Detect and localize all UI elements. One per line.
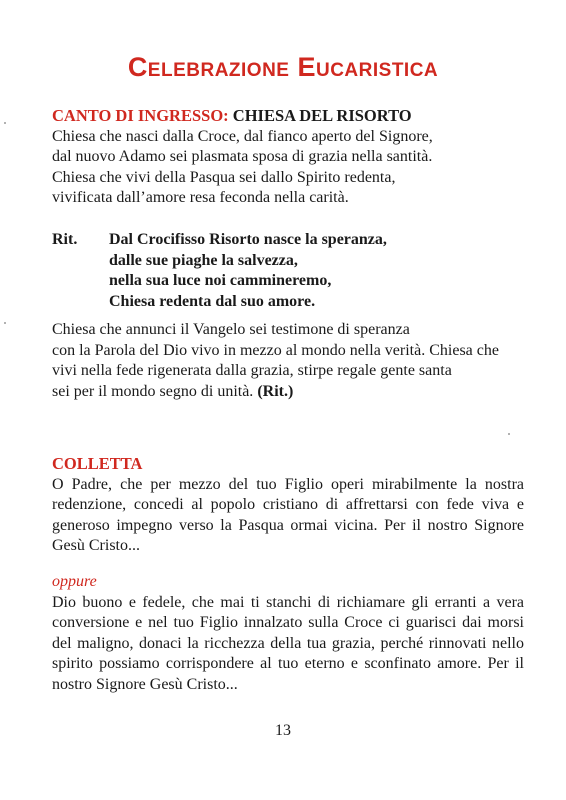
refrain-label: Rit.: [52, 231, 78, 248]
prayer-line: O Padre, che per mezzo del tuo Figlio operi mirabilmente la nostra: [52, 475, 524, 493]
prayer-line: nostro Signore Gesù Cristo...: [52, 675, 238, 693]
verse-line: [52, 382, 524, 403]
rit-reference: (Rit.): [257, 382, 294, 400]
refrain-section: [52, 230, 524, 312]
prayer-line: redenzione, concedi al popolo cristiano di affrettarsi con fede viva e: [52, 496, 524, 513]
verse-line: vivi nella fede rigenerata dalla grazia, stirpe regale gente santa: [52, 362, 452, 379]
scan-speck: [508, 433, 510, 435]
refrain-line: Chiesa redenta dal suo amore.: [109, 292, 316, 310]
prayer-line: Gesù Cristo...: [52, 537, 140, 554]
verse-line: Chiesa che nasci dalla Croce, dal fianco aperto del Signore,: [52, 127, 433, 145]
canto-section: [52, 106, 524, 209]
prayer-line: generoso impegno verso la Pasqua ormai vicina. Per il nostro Signore: [52, 516, 524, 534]
refrain-line: nella sua luce noi cammineremo,: [109, 272, 332, 289]
scan-speck: [4, 322, 6, 324]
page-title: Celebrazione Eucaristica: [127, 52, 439, 82]
prayer-line: Dio buono e fedele, che mai ti stanchi di richiamare gli erranti a vera: [52, 593, 524, 611]
prayer-line: del maligno, donaci la ricchezza della tua grazia, perché rinnovati nello: [52, 634, 524, 652]
verse-line: Chiesa che annunci il Vangelo sei testimone di speranza: [52, 321, 410, 338]
refrain-line: dalle sue piaghe la salvezza,: [109, 251, 298, 269]
prayer-line: spirito possiamo corrispondere al tuo eterno e sconfinato amore. Per il: [52, 655, 524, 672]
verse-line: dal nuovo Adamo sei plasmata sposa di grazia nella santità.: [52, 148, 433, 165]
colletta-section: [52, 454, 524, 557]
verse2-section: [52, 320, 524, 402]
verse-text: sei per il mondo segno di unità.: [52, 382, 254, 400]
refrain-line: Dal Crocifisso Risorto nasce la speranza,: [109, 231, 387, 248]
page-number: 13: [275, 722, 291, 739]
scan-speck: [4, 122, 6, 124]
verse-line: vivificata dall’amore resa feconda nella carità.: [52, 189, 349, 206]
colletta-heading: COLLETTA: [52, 454, 143, 473]
song-title: CHIESA DEL RISORTO: [232, 106, 412, 125]
verse-line: con la Parola del Dio vivo in mezzo al mondo nella verità. Chiesa che: [52, 341, 499, 359]
canto-heading: [52, 106, 524, 127]
oppure-label: oppure: [52, 573, 97, 590]
canto-label: CANTO DI INGRESSO:: [52, 106, 229, 125]
prayer-line: conversione e nel tuo Figlio innalzato sulla Croce ci guarisci dai morsi: [52, 614, 524, 631]
oppure-section: [52, 572, 524, 695]
verse-line: Chiesa che vivi della Pasqua sei dallo Spirito redenta,: [52, 168, 396, 186]
